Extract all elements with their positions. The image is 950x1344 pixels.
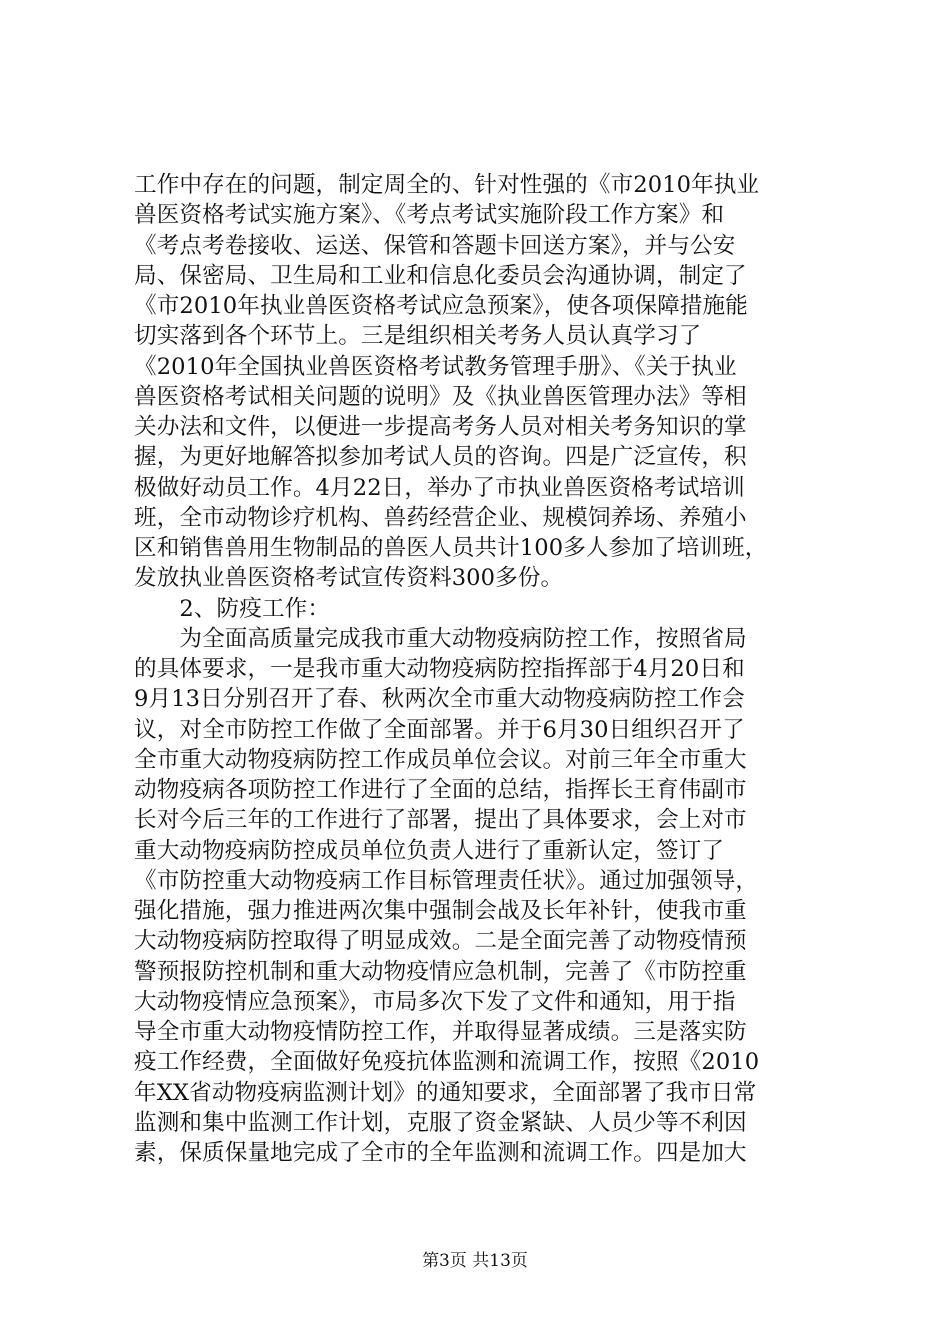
text-line: 班，全市动物诊疗机构、兽药经营企业、规模饲养场、养殖小 bbox=[134, 504, 747, 531]
text-line: 关办法和文件，以便进一步提高考务人员对相关考务知识的掌 bbox=[134, 414, 747, 440]
text-line: 切实落到各个环节上。三是组织相关考务人员认真学习了 bbox=[134, 323, 702, 350]
page-number-footer: 第3页 共13页 bbox=[422, 1251, 528, 1271]
section-heading: 2、防疫工作： bbox=[134, 595, 331, 622]
text-line: 握，为更好地解答拟参加考试人员的咨询。四是广泛宣传，积 bbox=[134, 444, 747, 471]
text-line: 导全市重大动物疫情防控工作，并取得显著成绩。三是落实防 bbox=[134, 1019, 747, 1045]
text-line: 大动物疫情应急预案》，市局多次下发了文件和通知，用于指 bbox=[134, 988, 736, 1015]
text-line: 兽医资格考试实施方案》、《考点考试实施阶段工作方案》和 bbox=[134, 202, 725, 229]
text-line: 全市重大动物疫病防控工作成员单位会议。对前三年全市重大 bbox=[134, 746, 747, 773]
text-line: 工作中存在的问题，制定周全的、针对性强的《市2010年执业 bbox=[134, 172, 760, 198]
text-line: 动物疫病各项防控工作进行了全面的总结，指挥长王育伟副市 bbox=[134, 777, 747, 803]
text-line: 议，对全市防控工作做了全面部署。并于6月30日组织召开了 bbox=[134, 716, 745, 743]
text-line: 的具体要求，一是我市重大动物疫病防控指挥部于4月20日和 bbox=[134, 656, 745, 682]
text-line: 兽医资格考试相关问题的说明》及《执业兽医管理办法》等相 bbox=[134, 383, 747, 410]
text-line: 《2010年全国执业兽医资格考试教务管理手册》、《关于执业 bbox=[134, 353, 737, 380]
text-line: 《考点考卷接收、运送、保管和答题卡回送方案》，并与公安 bbox=[134, 232, 736, 259]
text-line: 疫工作经费，全面做好免疫抗体监测和流调工作，按照《2010 bbox=[134, 1049, 760, 1076]
text-line: 发放执业兽医资格考试宣传资料300多份。 bbox=[134, 565, 564, 592]
text-line: 素，保质保量地完成了全市的全年监测和流调工作。四是加大 bbox=[134, 1140, 747, 1166]
text-line: 《市防控重大动物疫病工作目标管理责任状》。通过加强领导， bbox=[134, 867, 759, 894]
text-line: 区和销售兽用生物制品的兽医人员共计100多人参加了培训班， bbox=[134, 535, 768, 561]
text-line: 大动物疫病防控取得了明显成效。二是全面完善了动物疫情预 bbox=[134, 928, 747, 955]
text-line: 极做好动员工作。4月22日，举办了市执业兽医资格考试培训 bbox=[134, 474, 745, 501]
document-body bbox=[134, 170, 824, 1168]
text-line: 长对今后三年的工作进行了部署，提出了具体要求，会上对市 bbox=[134, 807, 747, 834]
text-line: 《市2010年执业兽医资格考试应急预案》，使各项保障措施能 bbox=[134, 293, 748, 319]
text-line: 强化措施，强力推进两次集中强制会战及长年补针，使我市重 bbox=[134, 898, 747, 924]
text-line: 警预报防控机制和重大动物疫情应急机制，完善了《市防控重 bbox=[134, 958, 747, 985]
text-line: 局、保密局、卫生局和工业和信息化委员会沟通协调，制定了 bbox=[134, 262, 747, 289]
text-line: 为全面高质量完成我市重大动物疫病防控工作，按照省局 bbox=[134, 625, 747, 652]
text-line: 监测和集中监测工作计划，克服了资金紧缺、人员少等不利因 bbox=[134, 1109, 747, 1136]
text-line: 9月13日分别召开了春、秋两次全市重大动物疫病防控工作会 bbox=[134, 686, 745, 713]
text-line: 年XX省动物疫病监测计划》的通知要求，全面部署了我市日常 bbox=[134, 1079, 757, 1106]
text-line: 重大动物疫病防控成员单位负责人进行了重新认定，签订了 bbox=[134, 837, 725, 864]
